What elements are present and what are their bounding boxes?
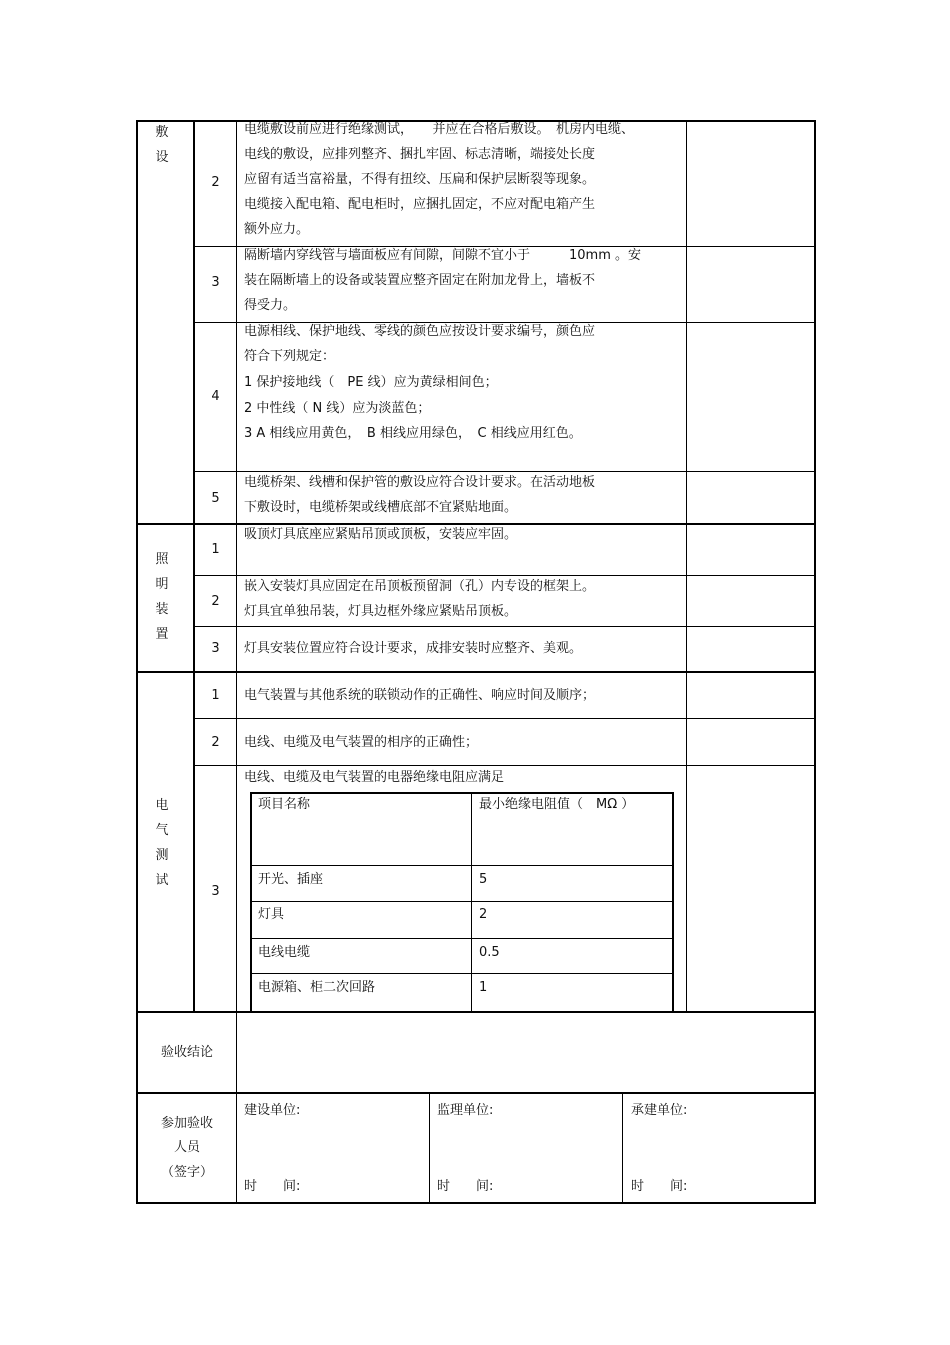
table-right-border (814, 120, 816, 1204)
col-line-participant-2-3 (622, 1092, 623, 1204)
lighting-row-3-line-1: 灯具安装位置应符合设计要求，成排安装时应整齐、美观。 (244, 641, 583, 656)
col-line-content-left (236, 120, 237, 1204)
laying-row-2-line-2: 电线的敷设，应排列整齐、捆扎牢固、标志清晰，端接处长度 (244, 147, 596, 162)
laying-row-3-line-3: 得受力。 (244, 298, 297, 313)
laying-row-2-number: 2 (211, 175, 220, 190)
construction-unit-signature-field[interactable] (238, 1124, 428, 1174)
test-row-2-line-1: 电线、电缆及电气装置的相序的正确性； (244, 735, 479, 750)
laying-row-4-line-1: 电源相线、保护地线、零线的颜色应按设计要求编号，颜色应 (244, 324, 596, 339)
contractor-unit-label: 承建单位: (631, 1103, 688, 1118)
inner-table-left (250, 792, 252, 1011)
supervision-unit-signature-field[interactable] (431, 1124, 621, 1174)
inner-table-row-4-item: 电源箱、柜二次回路 (258, 980, 376, 995)
table-left-border (136, 120, 138, 1204)
supervision-unit-label: 监理单位: (437, 1103, 494, 1118)
col-line-number-left (193, 120, 195, 1013)
lighting-row-2-line-2: 灯具宜单独吊装，灯具边框外缘应紧贴吊顶板。 (244, 604, 518, 619)
inner-table-row-1-item: 开光、插座 (258, 872, 324, 887)
supervision-unit-time-label: 时 间: (437, 1179, 494, 1194)
insulation-resistance-table (250, 792, 674, 1011)
test-row-3-number: 3 (211, 884, 220, 899)
col-line-remark-left (686, 120, 687, 1013)
laying-row-3-number: 3 (211, 275, 220, 290)
test-row-2-number: 2 (211, 735, 220, 750)
construction-unit-label: 建设单位: (244, 1103, 301, 1118)
laying-row-4-line-2: 符合下列规定： (244, 349, 336, 364)
inner-table-row-2-item: 灯具 (258, 907, 285, 922)
lighting-row-1-line-1: 吸顶灯具底座应紧贴吊顶或顶板，安装应牢固。 (244, 527, 518, 542)
inner-table-row-3-value: 0.5 (479, 945, 500, 960)
inner-table-right (672, 792, 674, 1011)
section-label-laying: 敷设 (155, 125, 169, 165)
participants-label-line-1: 参加验收 (160, 1116, 213, 1131)
laying-row-2-line-1: 电缆敷设前应进行绝缘测试， 并应在合格后敷设。 机房内电缆、 (244, 122, 635, 137)
section-label-lighting: 照明装置 (155, 552, 169, 642)
inner-table-top (250, 792, 674, 794)
row-line-section-lighting-test (136, 671, 816, 673)
test-row-1-number: 1 (211, 688, 220, 703)
table-bottom-border (136, 1202, 816, 1204)
conclusion-field[interactable] (238, 1014, 813, 1091)
row-line-laying-4-5 (193, 471, 814, 472)
test-row-1-line-1: 电气装置与其他系统的联锁动作的正确性、响应时间及顺序； (244, 688, 596, 703)
lighting-row-3-number: 3 (211, 641, 220, 656)
laying-row-2-line-4: 电缆接入配电箱、配电柜时，应捆扎固定，不应对配电箱产生 (244, 197, 596, 212)
inner-table-row-3-item: 电线电缆 (258, 945, 311, 960)
row-line-lighting-1-2 (193, 575, 814, 576)
inner-table-row-1-value: 5 (479, 872, 488, 887)
col-line-participant-1-2 (429, 1092, 430, 1204)
conclusion-label: 验收结论 (160, 1045, 213, 1060)
row-line-conclusion-participants (136, 1092, 816, 1094)
participants-label-line-3: （签字） (160, 1165, 213, 1180)
laying-row-5-number: 5 (211, 491, 220, 506)
row-line-section-laying-lighting (136, 523, 816, 525)
inner-table-header-resistance: 最小绝缘电阻值（ MΩ ） (479, 797, 635, 812)
laying-row-3-line-2: 装在隔断墙上的设备或装置应整齐固定在附加龙骨上，墙板不 (244, 273, 596, 288)
lighting-row-1-number: 1 (211, 542, 220, 557)
inner-table-mid (471, 792, 472, 1011)
inner-table-row-line-3 (250, 938, 674, 939)
inner-table-row-4-value: 1 (479, 980, 488, 995)
laying-row-4-number: 4 (211, 389, 220, 404)
inner-table-header-item: 项目名称 (258, 797, 311, 812)
test-row-3-line-1: 电线、电缆及电气装置的电器绝缘电阻应满足 (244, 770, 505, 785)
laying-row-2-line-3: 应留有适当富裕量，不得有扭绞、压扁和保护层断裂等现象。 (244, 172, 596, 187)
lighting-row-2-line-1: 嵌入安装灯具应固定在吊顶板预留洞（孔）内专设的框架上。 (244, 579, 596, 594)
section-label-electrical-test: 电气测试 (155, 798, 169, 888)
row-line-lighting-2-3 (193, 626, 814, 627)
row-line-test-conclusion (136, 1011, 816, 1013)
contractor-unit-signature-field[interactable] (624, 1124, 813, 1174)
laying-row-5-line-2: 下敷设时，电缆桥架或线槽底部不宜紧贴地面。 (244, 500, 518, 515)
row-line-test-2-3 (193, 765, 814, 766)
laying-row-5-line-1: 电缆桥架、线槽和保护管的敷设应符合设计要求。在活动地板 (244, 475, 596, 490)
inner-table-row-line-2 (250, 901, 674, 902)
row-line-test-1-2 (193, 718, 814, 719)
laying-row-3-line-1: 隔断墙内穿线管与墙面板应有间隙，间隙不宜小于 10mm 。安 (244, 248, 642, 263)
contractor-unit-time-label: 时 间: (631, 1179, 688, 1194)
lighting-row-2-number: 2 (211, 594, 220, 609)
laying-row-4-line-3: 1 保护接地线（ PE 线）应为黄绿相间色； (244, 375, 498, 390)
inner-table-row-2-value: 2 (479, 907, 488, 922)
participants-label-line-2: 人员 (173, 1140, 200, 1155)
laying-row-4-line-4: 2 中性线（ N 线）应为淡蓝色； (244, 401, 431, 416)
laying-row-2-line-5: 额外应力。 (244, 222, 310, 237)
inner-table-row-line-1 (250, 865, 674, 866)
laying-row-4-line-5: 3 A 相线应用黄色， B 相线应用绿色， C 相线应用红色。 (244, 426, 582, 441)
inner-table-row-line-4 (250, 973, 674, 974)
construction-unit-time-label: 时 间: (244, 1179, 301, 1194)
